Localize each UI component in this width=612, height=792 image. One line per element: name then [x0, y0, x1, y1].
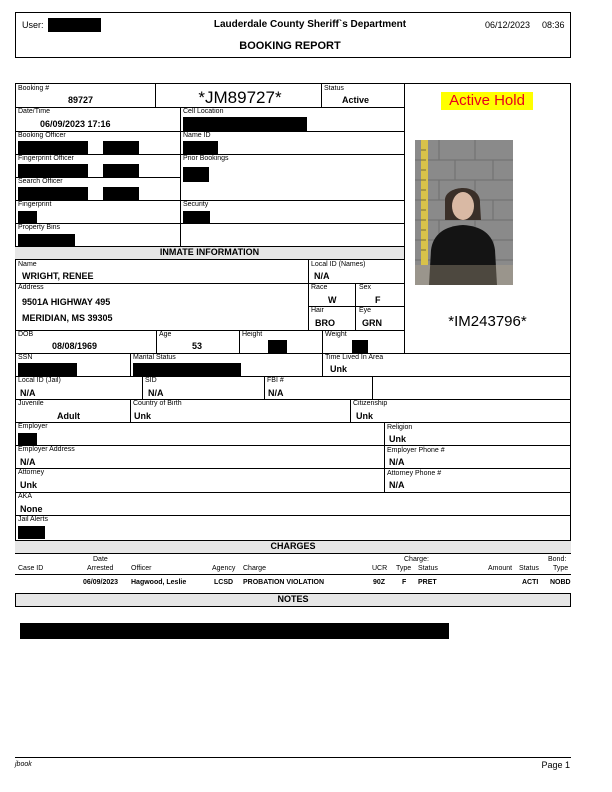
divider	[156, 330, 157, 353]
report-time: 08:36	[542, 20, 565, 30]
security-redaction	[183, 211, 210, 223]
religion-label: Religion	[387, 424, 413, 431]
fbi-value: N/A	[268, 388, 284, 398]
footer-report-name: jbook	[15, 761, 32, 768]
jail-alerts-redaction	[18, 526, 45, 539]
notes-redaction	[20, 623, 449, 639]
inmate-name: WRIGHT, RENEE	[22, 271, 94, 281]
employer-phone-value: N/A	[389, 457, 405, 467]
eye-value: GRN	[362, 318, 382, 328]
fingerprint-redaction	[18, 211, 37, 223]
user-label: User:	[22, 20, 44, 30]
local-id-jail-label: Local ID (Jail)	[18, 377, 61, 384]
booking-number-label: Booking #	[18, 85, 50, 92]
booking-officer-label: Booking Officer	[18, 132, 66, 139]
marital-status-label: Marital Status	[133, 354, 176, 361]
local-id-jail-value: N/A	[20, 388, 36, 398]
booking-barcode-id: *JM89727*	[198, 88, 282, 107]
country-of-birth-label: Country of Birth	[133, 400, 182, 407]
sex-label: Sex	[359, 284, 372, 291]
datetime-value: 06/09/2023 17:16	[40, 119, 111, 129]
hair-label: Hair	[311, 307, 324, 314]
hair-value: BRO	[315, 318, 335, 328]
department-name: Lauderdale County Sheriff`s Department	[213, 19, 407, 30]
ssn-redaction	[18, 363, 77, 376]
divider	[15, 445, 571, 446]
name-label: Name	[18, 261, 37, 268]
charge-agency: LCSD	[214, 579, 234, 586]
col-officer: Officer	[131, 565, 152, 572]
employer-redaction	[18, 433, 37, 445]
bond-status: ACTI	[522, 579, 539, 586]
charge-description: PROBATION VIOLATION	[243, 579, 325, 586]
mugshot-image	[415, 140, 513, 285]
citizenship-label: Citizenship	[353, 400, 388, 407]
local-id-names-value: N/A	[314, 271, 330, 281]
religion-value: Unk	[389, 434, 407, 444]
search-officer-redaction	[18, 187, 88, 200]
employer-address-value: N/A	[20, 457, 36, 467]
charges-header: CHARGES	[15, 540, 571, 554]
height-label: Height	[242, 331, 263, 338]
name-id-redaction	[183, 141, 218, 154]
divider	[322, 353, 323, 376]
attorney-label: Attorney	[18, 469, 45, 476]
cell-location-redaction	[183, 117, 307, 131]
employer-phone-label: Employer Phone #	[387, 447, 445, 454]
prior-bookings-redaction	[183, 167, 209, 182]
divider	[15, 399, 571, 400]
aka-value: None	[20, 504, 43, 514]
booking-officer-redaction	[103, 141, 139, 154]
notes-header: NOTES	[15, 593, 571, 607]
dob-value: 08/08/1969	[52, 341, 98, 351]
juvenile-value: Adult	[57, 411, 80, 421]
bond-type: NOBD	[550, 579, 571, 586]
col-bond-group: Bond:	[548, 556, 567, 563]
col-charge-status: Status	[418, 565, 438, 572]
status-label: Status	[324, 85, 344, 92]
address-line1: 9501A HIGHWAY 495	[22, 297, 111, 307]
divider	[155, 83, 156, 107]
divider	[15, 283, 404, 284]
address-line2: MERIDIAN, MS 39305	[22, 313, 113, 323]
footer-rule	[15, 757, 571, 758]
divider	[142, 376, 143, 399]
divider	[15, 515, 571, 516]
property-bins-redaction	[18, 234, 75, 246]
datetime-label: Date/Time	[18, 108, 51, 115]
attorney-phone-label: Attorney Phone #	[387, 470, 442, 477]
search-officer-redaction	[103, 187, 139, 200]
time-lived-label: Time Lived In Area	[325, 354, 384, 361]
attorney-value: Unk	[20, 480, 38, 490]
divider	[239, 330, 240, 353]
report-title: BOOKING REPORT	[239, 40, 341, 52]
charges-header-rule	[15, 574, 571, 575]
name-id-label: Name ID	[183, 132, 211, 139]
sid-label: SID	[145, 377, 157, 384]
age-value: 53	[192, 341, 203, 351]
jail-alerts-label: Jail Alerts	[18, 516, 48, 523]
height-redaction	[268, 340, 287, 353]
col-bond-status: Status	[519, 565, 539, 572]
col-case-id: Case ID	[18, 565, 44, 572]
sex-value: F	[375, 295, 381, 305]
divider	[404, 83, 405, 353]
country-of-birth-value: Unk	[134, 411, 152, 421]
user-redaction	[48, 18, 101, 32]
security-label: Security	[183, 201, 209, 208]
attorney-phone-value: N/A	[389, 480, 405, 490]
divider	[322, 330, 323, 353]
page-number: Page 1	[541, 760, 570, 770]
divider	[130, 399, 131, 422]
charge-status: PRET	[418, 579, 437, 586]
charge-ucr: 90Z	[373, 579, 386, 586]
citizenship-value: Unk	[356, 411, 374, 421]
weight-label: Weight	[325, 331, 347, 338]
charge-type: F	[402, 579, 407, 586]
divider	[15, 376, 571, 377]
report-date: 06/12/2023	[485, 20, 531, 30]
col-charge: Charge	[243, 565, 266, 572]
aka-label: AKA	[18, 493, 33, 500]
col-charge-type: Type	[396, 565, 412, 572]
address-label: Address	[18, 284, 44, 291]
charge-officer: Hagwood, Leslie	[131, 579, 187, 586]
divider	[180, 107, 181, 247]
divider	[308, 260, 309, 330]
divider	[15, 422, 571, 423]
divider	[384, 422, 385, 492]
time-lived-value: Unk	[330, 364, 348, 374]
weight-redaction	[352, 340, 368, 353]
inmate-information-header: INMATE INFORMATION	[15, 246, 404, 260]
fingerprint-label: Fingerprint	[18, 201, 52, 208]
col-agency: Agency	[212, 565, 236, 572]
charge-date-arrested: 06/09/2023	[83, 579, 119, 586]
col-date-top: Date	[93, 556, 108, 563]
col-charge-group: Charge:	[404, 556, 429, 563]
status-value: Active	[342, 95, 370, 105]
marital-status-redaction	[133, 363, 241, 376]
local-id-names-label: Local ID (Names)	[311, 261, 366, 268]
divider	[264, 376, 265, 399]
inmate-id-barcode: *IM243796*	[448, 313, 527, 330]
divider	[15, 492, 571, 493]
active-hold-text: Active Hold	[449, 92, 525, 109]
divider	[15, 353, 571, 354]
col-bond-type: Type	[553, 565, 569, 572]
divider	[15, 468, 571, 469]
divider	[350, 399, 351, 422]
employer-address-label: Employer Address	[18, 446, 75, 453]
fingerprint-officer-label: Fingerprint Officer	[18, 155, 74, 162]
property-bins-label: Property Bins	[18, 224, 61, 231]
race-value: W	[328, 295, 337, 305]
fingerprint-officer-redaction	[103, 164, 139, 177]
fingerprint-officer-redaction	[18, 164, 88, 177]
inmate-photo	[415, 140, 513, 285]
age-label: Age	[159, 331, 172, 338]
col-date-arrested: Arrested	[87, 565, 114, 572]
booking-officer-redaction	[18, 141, 88, 154]
divider	[321, 83, 322, 107]
search-officer-label: Search Officer	[18, 178, 63, 185]
juvenile-label: Juvenile	[18, 400, 44, 407]
eye-label: Eye	[359, 307, 372, 314]
divider	[372, 376, 373, 399]
sid-value: N/A	[148, 388, 164, 398]
dob-label: DOB	[18, 331, 34, 338]
col-amount: Amount	[488, 565, 513, 572]
prior-bookings-label: Prior Bookings	[183, 155, 229, 162]
fbi-label: FBI #	[267, 377, 284, 384]
col-ucr: UCR	[372, 565, 388, 572]
ssn-label: SSN	[18, 354, 33, 361]
race-label: Race	[311, 284, 328, 291]
employer-label: Employer	[18, 423, 48, 430]
divider	[15, 200, 404, 201]
divider	[15, 223, 404, 224]
divider	[130, 353, 131, 376]
booking-number: 89727	[68, 95, 94, 105]
cell-location-label: Cell Location	[183, 108, 224, 115]
